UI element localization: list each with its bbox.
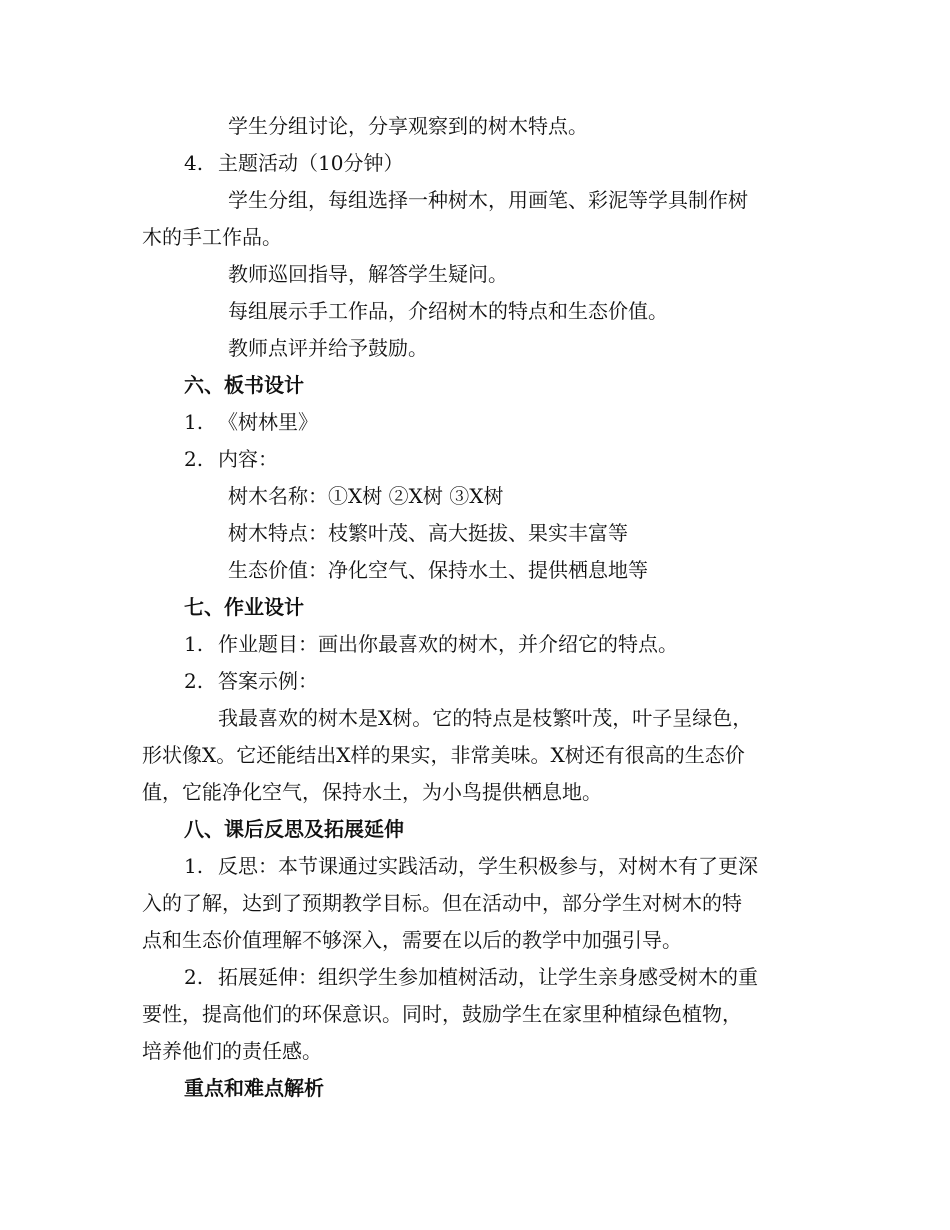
list-number: 2. xyxy=(184,447,204,471)
list-number: 4. xyxy=(184,151,204,175)
text: 教师点评并给予鼓励。 xyxy=(228,336,428,360)
text: 拓展延伸：组织学生参加植树活动，让学生亲身感受树木的重 xyxy=(218,965,758,989)
text: 主题活动（10分钟） xyxy=(218,151,404,175)
list-number: 1. xyxy=(184,854,204,878)
list-number: 1. xyxy=(184,410,204,434)
paragraph-group-discussion xyxy=(142,108,807,145)
text: 要性，提高他们的环保意识。同时，鼓励学生在家里种植绿色植物， xyxy=(142,1002,742,1026)
list-number: 2. xyxy=(184,669,204,693)
list-item-2-content xyxy=(142,441,807,478)
paragraph-teacher-comment xyxy=(142,330,807,367)
text: 内容： xyxy=(218,447,278,471)
section-heading-blackboard-design: 六、板书设计 xyxy=(184,373,304,397)
reflection-line1 xyxy=(142,848,807,885)
text: 点和生态价值理解不够深入，需要在以后的教学中加强引导。 xyxy=(142,928,682,952)
text: 形状像X。它还能结出X样的果实，非常美味。X树还有很高的生态价 xyxy=(142,743,745,767)
text: 学生分组讨论，分享观察到的树木特点。 xyxy=(228,114,588,138)
text: 《树林里》 xyxy=(218,410,318,434)
answer-example-line1 xyxy=(142,700,807,737)
reflection-line3 xyxy=(142,922,807,959)
board-tree-names xyxy=(142,478,807,515)
section-heading-reflection-extension: 八、课后反思及拓展延伸 xyxy=(184,817,404,841)
board-tree-features xyxy=(142,515,807,552)
text: 每组展示手工作品，介绍树木的特点和生态价值。 xyxy=(228,299,668,323)
text: 反思：本节课通过实践活动，学生积极参与，对树木有了更深 xyxy=(218,854,758,878)
extension-line1 xyxy=(142,959,807,996)
text: 生态价值：净化空气、保持水土、提供栖息地等 xyxy=(228,558,648,582)
reflection-line2 xyxy=(142,885,807,922)
answer-example-line2 xyxy=(142,737,807,774)
text: 入的了解，达到了预期教学目标。但在活动中，部分学生对树木的特 xyxy=(142,891,742,915)
text: 学生分组，每组选择一种树木，用画笔、彩泥等学具制作树 xyxy=(228,188,748,212)
text: 值，它能净化空气，保持水土，为小鸟提供栖息地。 xyxy=(142,780,602,804)
paragraph-group-handcraft-line2 xyxy=(142,219,807,256)
answer-example-line3 xyxy=(142,774,807,811)
text: 教师巡回指导，解答学生疑问。 xyxy=(228,262,508,286)
list-item-1-title xyxy=(142,404,807,441)
text: 树木名称：①X树 ②X树 ③X树 xyxy=(228,484,504,508)
text: 树木特点：枝繁叶茂、高大挺拔、果实丰富等 xyxy=(228,521,628,545)
extension-line2 xyxy=(142,996,807,1033)
text: 木的手工作品。 xyxy=(142,225,282,249)
list-number: 1. xyxy=(184,632,204,656)
list-item-1-homework-topic xyxy=(142,626,807,663)
extension-line3 xyxy=(142,1033,807,1070)
text: 我最喜欢的树木是X树。它的特点是枝繁叶茂，叶子呈绿色， xyxy=(218,706,753,730)
section-heading-key-points-analysis: 重点和难点解析 xyxy=(184,1076,324,1100)
paragraph-group-handcraft-line1 xyxy=(142,182,807,219)
text: 培养他们的责任感。 xyxy=(142,1039,322,1063)
section-heading-homework-design: 七、作业设计 xyxy=(184,595,304,619)
text: 作业题目：画出你最喜欢的树木，并介绍它的特点。 xyxy=(218,632,678,656)
paragraph-teacher-guidance xyxy=(142,256,807,293)
paragraph-group-display xyxy=(142,293,807,330)
list-item-4-theme-activity xyxy=(142,145,807,182)
list-number: 2. xyxy=(184,965,204,989)
board-ecological-value xyxy=(142,552,807,589)
text: 答案示例： xyxy=(218,669,318,693)
list-item-2-answer-example xyxy=(142,663,807,700)
